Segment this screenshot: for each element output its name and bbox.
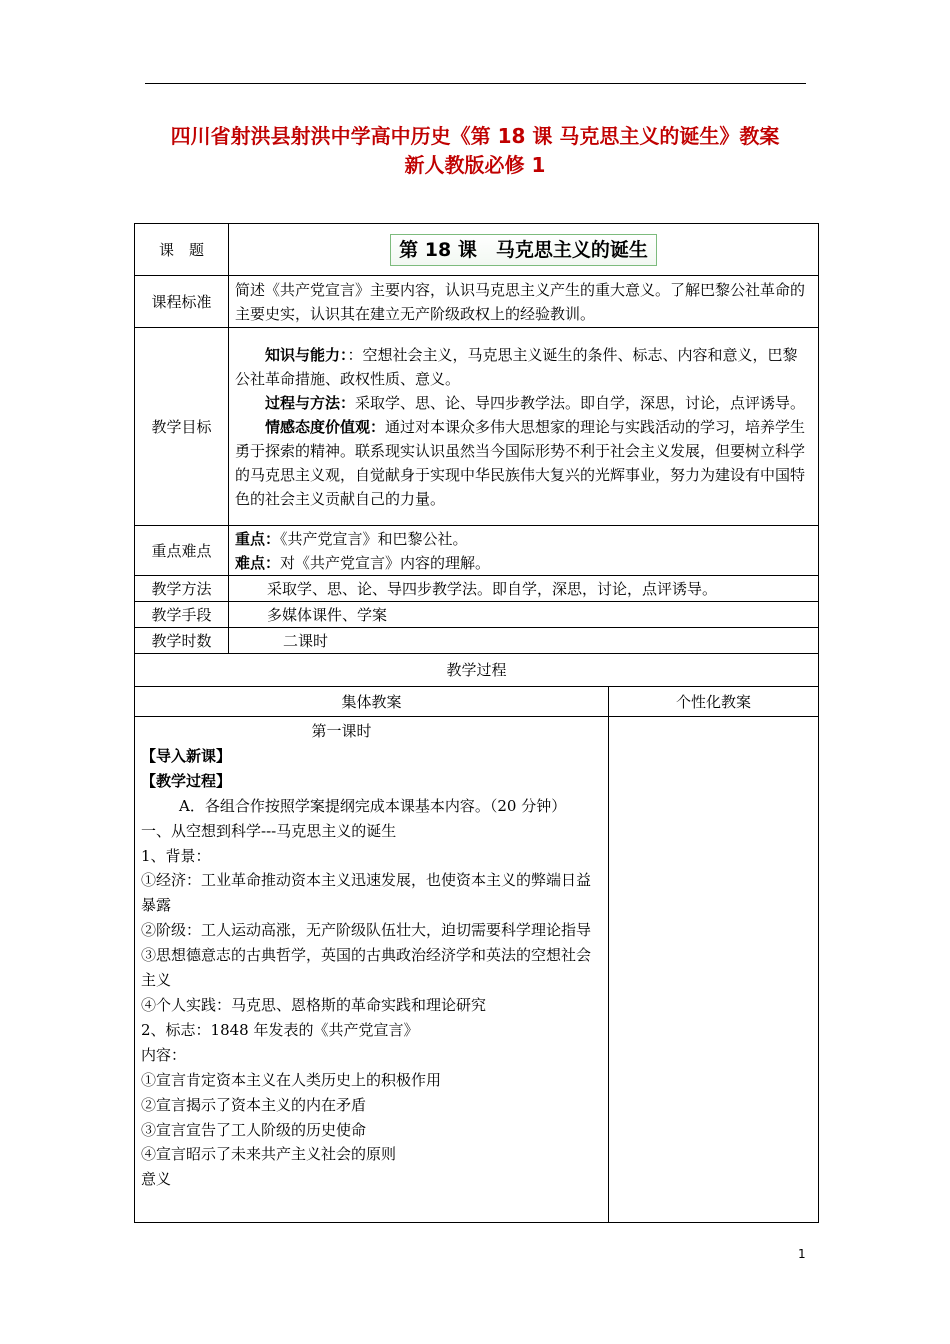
- goal-emotion-head: 情感态度价值观：: [265, 417, 386, 436]
- row-process-header: [135, 654, 819, 687]
- hard-point-text: 对《共产党宣言》内容的理解。: [280, 553, 491, 572]
- row-lesson-body: [135, 717, 819, 1223]
- hard-point-head: 难点：: [235, 553, 281, 572]
- goal-process: [235, 391, 812, 415]
- header-rule: [145, 83, 806, 84]
- intro-heading: 【导入新课】: [141, 746, 232, 765]
- col-collective-header: 集体教案: [135, 687, 609, 717]
- task-a: A．各组合作按照学案提纲完成本课基本内容。（20 分钟）: [179, 796, 567, 815]
- row-hours: [135, 628, 819, 654]
- process-header: 教学过程: [135, 654, 819, 687]
- row-method: [135, 576, 819, 602]
- row-topic: [135, 224, 819, 276]
- standard-text: 简述《共产党宣言》主要内容，认识马克思主义产生的重大意义。了解巴黎公社革命的主要史实，认识其在建立无产阶级政权上的经验教训。: [229, 276, 819, 328]
- content-heading: 内容：: [141, 1045, 187, 1064]
- goals-cell: [229, 328, 819, 526]
- row-means: [135, 602, 819, 628]
- lesson-plan-table: [134, 223, 819, 1223]
- title-line-1: 四川省射洪县射洪中学高中历史《第 18 课 马克思主义的诞生》教案: [170, 124, 780, 148]
- goal-emotion-text: 通过对本课众多伟大思想家的理论与实践活动的学习，培养学生勇于探索的精神。联系现实认识虽然当今国际形势不利于社会主义发展，但要树立科学的马克思主义观，自觉献身于实现中华民族伟大复兴的光辉事业，努力为建设有中国特色的社会主义贡献自己的力量。: [235, 417, 806, 508]
- process-heading: 【教学过程】: [141, 771, 232, 790]
- background-item-3: ③思想德意志的古典哲学，英国的古典政治经济学和英法的空想社会主义: [141, 946, 592, 990]
- page-number: 1: [798, 1247, 806, 1261]
- key-point-text: 《共产党宣言》和巴黎公社。: [280, 529, 468, 548]
- col-personal-header: 个性化教案: [609, 687, 819, 717]
- label-goals: 教学目标: [135, 328, 229, 526]
- label-hours: 教学时数: [135, 628, 229, 654]
- row-keypoints: [135, 526, 819, 576]
- keypoints-cell: [229, 526, 819, 576]
- title-line-2: 新人教版必修 1: [404, 153, 546, 177]
- collective-plan-cell: [135, 717, 609, 1223]
- goal-process-text: 采取学、思、论、导四步教学法。即自学，深思，讨论，点评诱导。: [355, 393, 806, 412]
- key-point-head: 重点：: [235, 529, 281, 548]
- content-item-3: ③宣言宣告了工人阶级的历史使命: [141, 1120, 367, 1139]
- row-standard: [135, 276, 819, 328]
- personal-plan-cell: [609, 717, 819, 1223]
- hard-point: [235, 551, 812, 575]
- meaning-heading: 意义: [141, 1170, 172, 1189]
- label-keypoints: 重点难点: [135, 526, 229, 576]
- label-means: 教学手段: [135, 602, 229, 628]
- goal-knowledge-head: 知识与能力：: [265, 345, 348, 364]
- goal-emotion: [235, 415, 812, 511]
- background-heading: 1、背景：: [141, 846, 211, 865]
- label-topic: 课 题: [135, 224, 229, 276]
- content-item-2: ②宣言揭示了资本主义的内在矛盾: [141, 1095, 367, 1114]
- sign-line: 2、标志：1848 年发表的《共产党宣言》: [141, 1020, 419, 1039]
- content-item-4: ④宣言昭示了未来共产主义社会的原则: [141, 1145, 397, 1164]
- means-text: 多媒体课件、学案: [229, 602, 819, 628]
- topic-cell: [229, 224, 819, 276]
- method-text: 采取学、思、论、导四步教学法。即自学，深思，讨论，点评诱导。: [229, 576, 819, 602]
- row-column-headers: [135, 687, 819, 717]
- key-point: [235, 527, 812, 551]
- hours-text: 二课时: [229, 628, 819, 654]
- document-title: [130, 122, 820, 180]
- label-method: 教学方法: [135, 576, 229, 602]
- background-item-2: ②阶级：工人运动高涨，无产阶级队伍壮大，迫切需要科学理论指导: [141, 921, 592, 940]
- goal-process-head: 过程与方法：: [265, 393, 356, 412]
- content-item-1: ①宣言肯定资本主义在人类历史上的积极作用: [141, 1070, 442, 1089]
- label-standard: 课程标准: [135, 276, 229, 328]
- background-item-4: ④个人实践：马克思、恩格斯的革命实践和理论研究: [141, 995, 487, 1014]
- topic-banner: 第 18 课 马克思主义的诞生: [390, 234, 657, 266]
- row-goals: [135, 328, 819, 526]
- section-1-heading: 一、从空想到科学---马克思主义的诞生: [141, 821, 397, 840]
- period-label: 第一课时: [311, 722, 372, 740]
- goal-knowledge-text: ：空想社会主义，马克思主义诞生的条件、标志、内容和意义，巴黎公社革命措施、政权性质、意义。: [235, 345, 798, 388]
- background-item-1: ①经济：工业革命推动资本主义迅速发展，也使资本主义的弊端日益暴露: [141, 871, 592, 915]
- goal-knowledge: [235, 343, 812, 391]
